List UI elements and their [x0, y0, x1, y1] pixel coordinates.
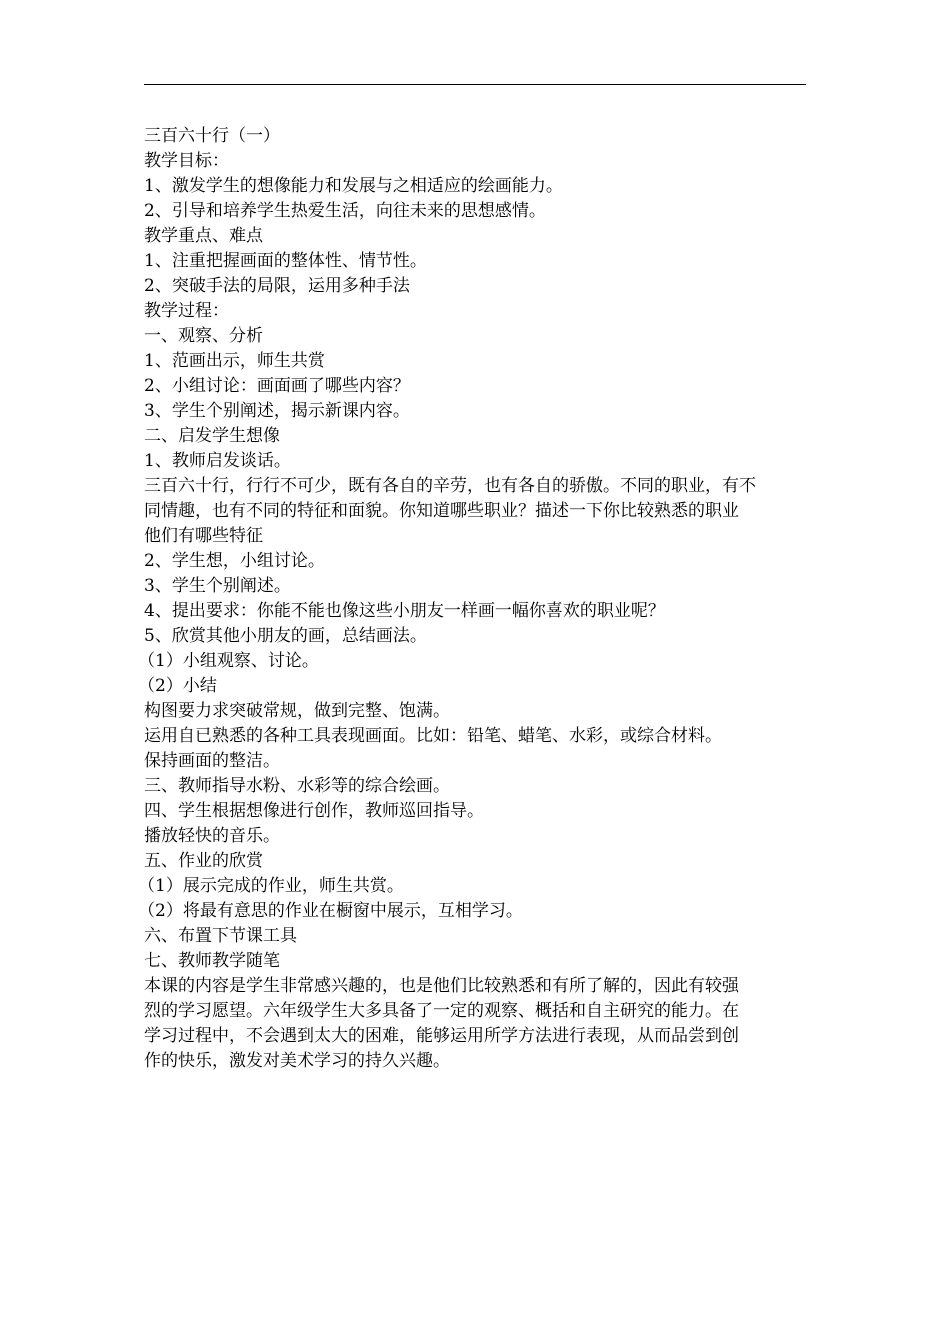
- text-line: 一、观察、分析: [144, 326, 263, 346]
- document-body: [138, 124, 808, 1074]
- paragraph-line: 学习过程中，不会遇到太大的困难，能够运用所学方法进行表现，从而品尝到创: [144, 1026, 739, 1046]
- text-line: 运用自已熟悉的各种工具表现画面。比如：铅笔、蜡笔、水彩，或综合材料。: [144, 726, 722, 746]
- text-line: 3、学生个别阐述。: [144, 576, 291, 596]
- text-line: 1、注重把握画面的整体性、情节性。: [144, 251, 427, 271]
- text-line: 六、布置下节课工具: [144, 926, 297, 946]
- paragraph-line: 三百六十行，行行不可少，既有各自的辛劳，也有各自的骄傲。不同的职业，有不: [144, 476, 756, 496]
- section-heading: 教学目标：: [144, 151, 229, 171]
- text-line: 1、激发学生的想像能力和发展与之相适应的绘画能力。: [144, 176, 563, 196]
- text-line: 2、小组讨论：画面画了哪些内容？: [144, 376, 410, 396]
- header-rule: [144, 84, 806, 85]
- text-line: 2、学生想，小组讨论。: [144, 551, 325, 571]
- text-line: 构图要力求突破常规，做到完整、饱满。: [144, 701, 450, 721]
- text-line: 三、教师指导水粉、水彩等的综合绘画。: [144, 776, 450, 796]
- paragraph-line: 他们有哪些特征: [144, 526, 263, 546]
- text-line: 二、启发学生想像: [144, 426, 280, 446]
- paragraph-line: 本课的内容是学生非常感兴趣的，也是他们比较熟悉和有所了解的，因此有较强: [144, 976, 739, 996]
- text-line: 5、欣赏其他小朋友的画，总结画法。: [144, 626, 427, 646]
- text-line: 3、学生个别阐述，揭示新课内容。: [144, 401, 410, 421]
- paragraph-line: 作的快乐，激发对美术学习的持久兴趣。: [144, 1051, 450, 1071]
- text-line: （1）小组观察、讨论。: [138, 651, 319, 671]
- text-line: （1）展示完成的作业，师生共赏。: [138, 876, 404, 896]
- text-line: 4、提出要求：你能不能也像这些小朋友一样画一幅你喜欢的职业呢？: [144, 601, 665, 621]
- text-line: （2）将最有意思的作业在橱窗中展示，互相学习。: [138, 901, 523, 921]
- section-heading: 教学过程：: [144, 301, 229, 321]
- text-line: 五、作业的欣赏: [144, 851, 263, 871]
- paragraph-line: 烈的学习愿望。六年级学生大多具备了一定的观察、概括和自主研究的能力。在: [144, 1001, 739, 1021]
- text-line: （2）小结: [138, 676, 217, 696]
- text-line: 保持画面的整洁。: [144, 751, 280, 771]
- text-line: 1、范画出示，师生共赏: [144, 351, 325, 371]
- paragraph-line: 同情趣，也有不同的特征和面貌。你知道哪些职业？描述一下你比较熟悉的职业: [144, 501, 739, 521]
- text-line: 四、学生根据想像进行创作，教师巡回指导。: [144, 801, 484, 821]
- text-line: 1、教师启发谈话。: [144, 451, 291, 471]
- text-line: 2、引导和培养学生热爱生活，向往未来的思想感情。: [144, 201, 546, 221]
- text-line: 2、突破手法的局限，运用多种手法: [144, 276, 410, 296]
- text-line: 播放轻快的音乐。: [144, 826, 280, 846]
- text-line: 七、教师教学随笔: [144, 951, 280, 971]
- section-heading: 教学重点、难点: [144, 226, 263, 246]
- doc-title: 三百六十行（一）: [144, 126, 280, 146]
